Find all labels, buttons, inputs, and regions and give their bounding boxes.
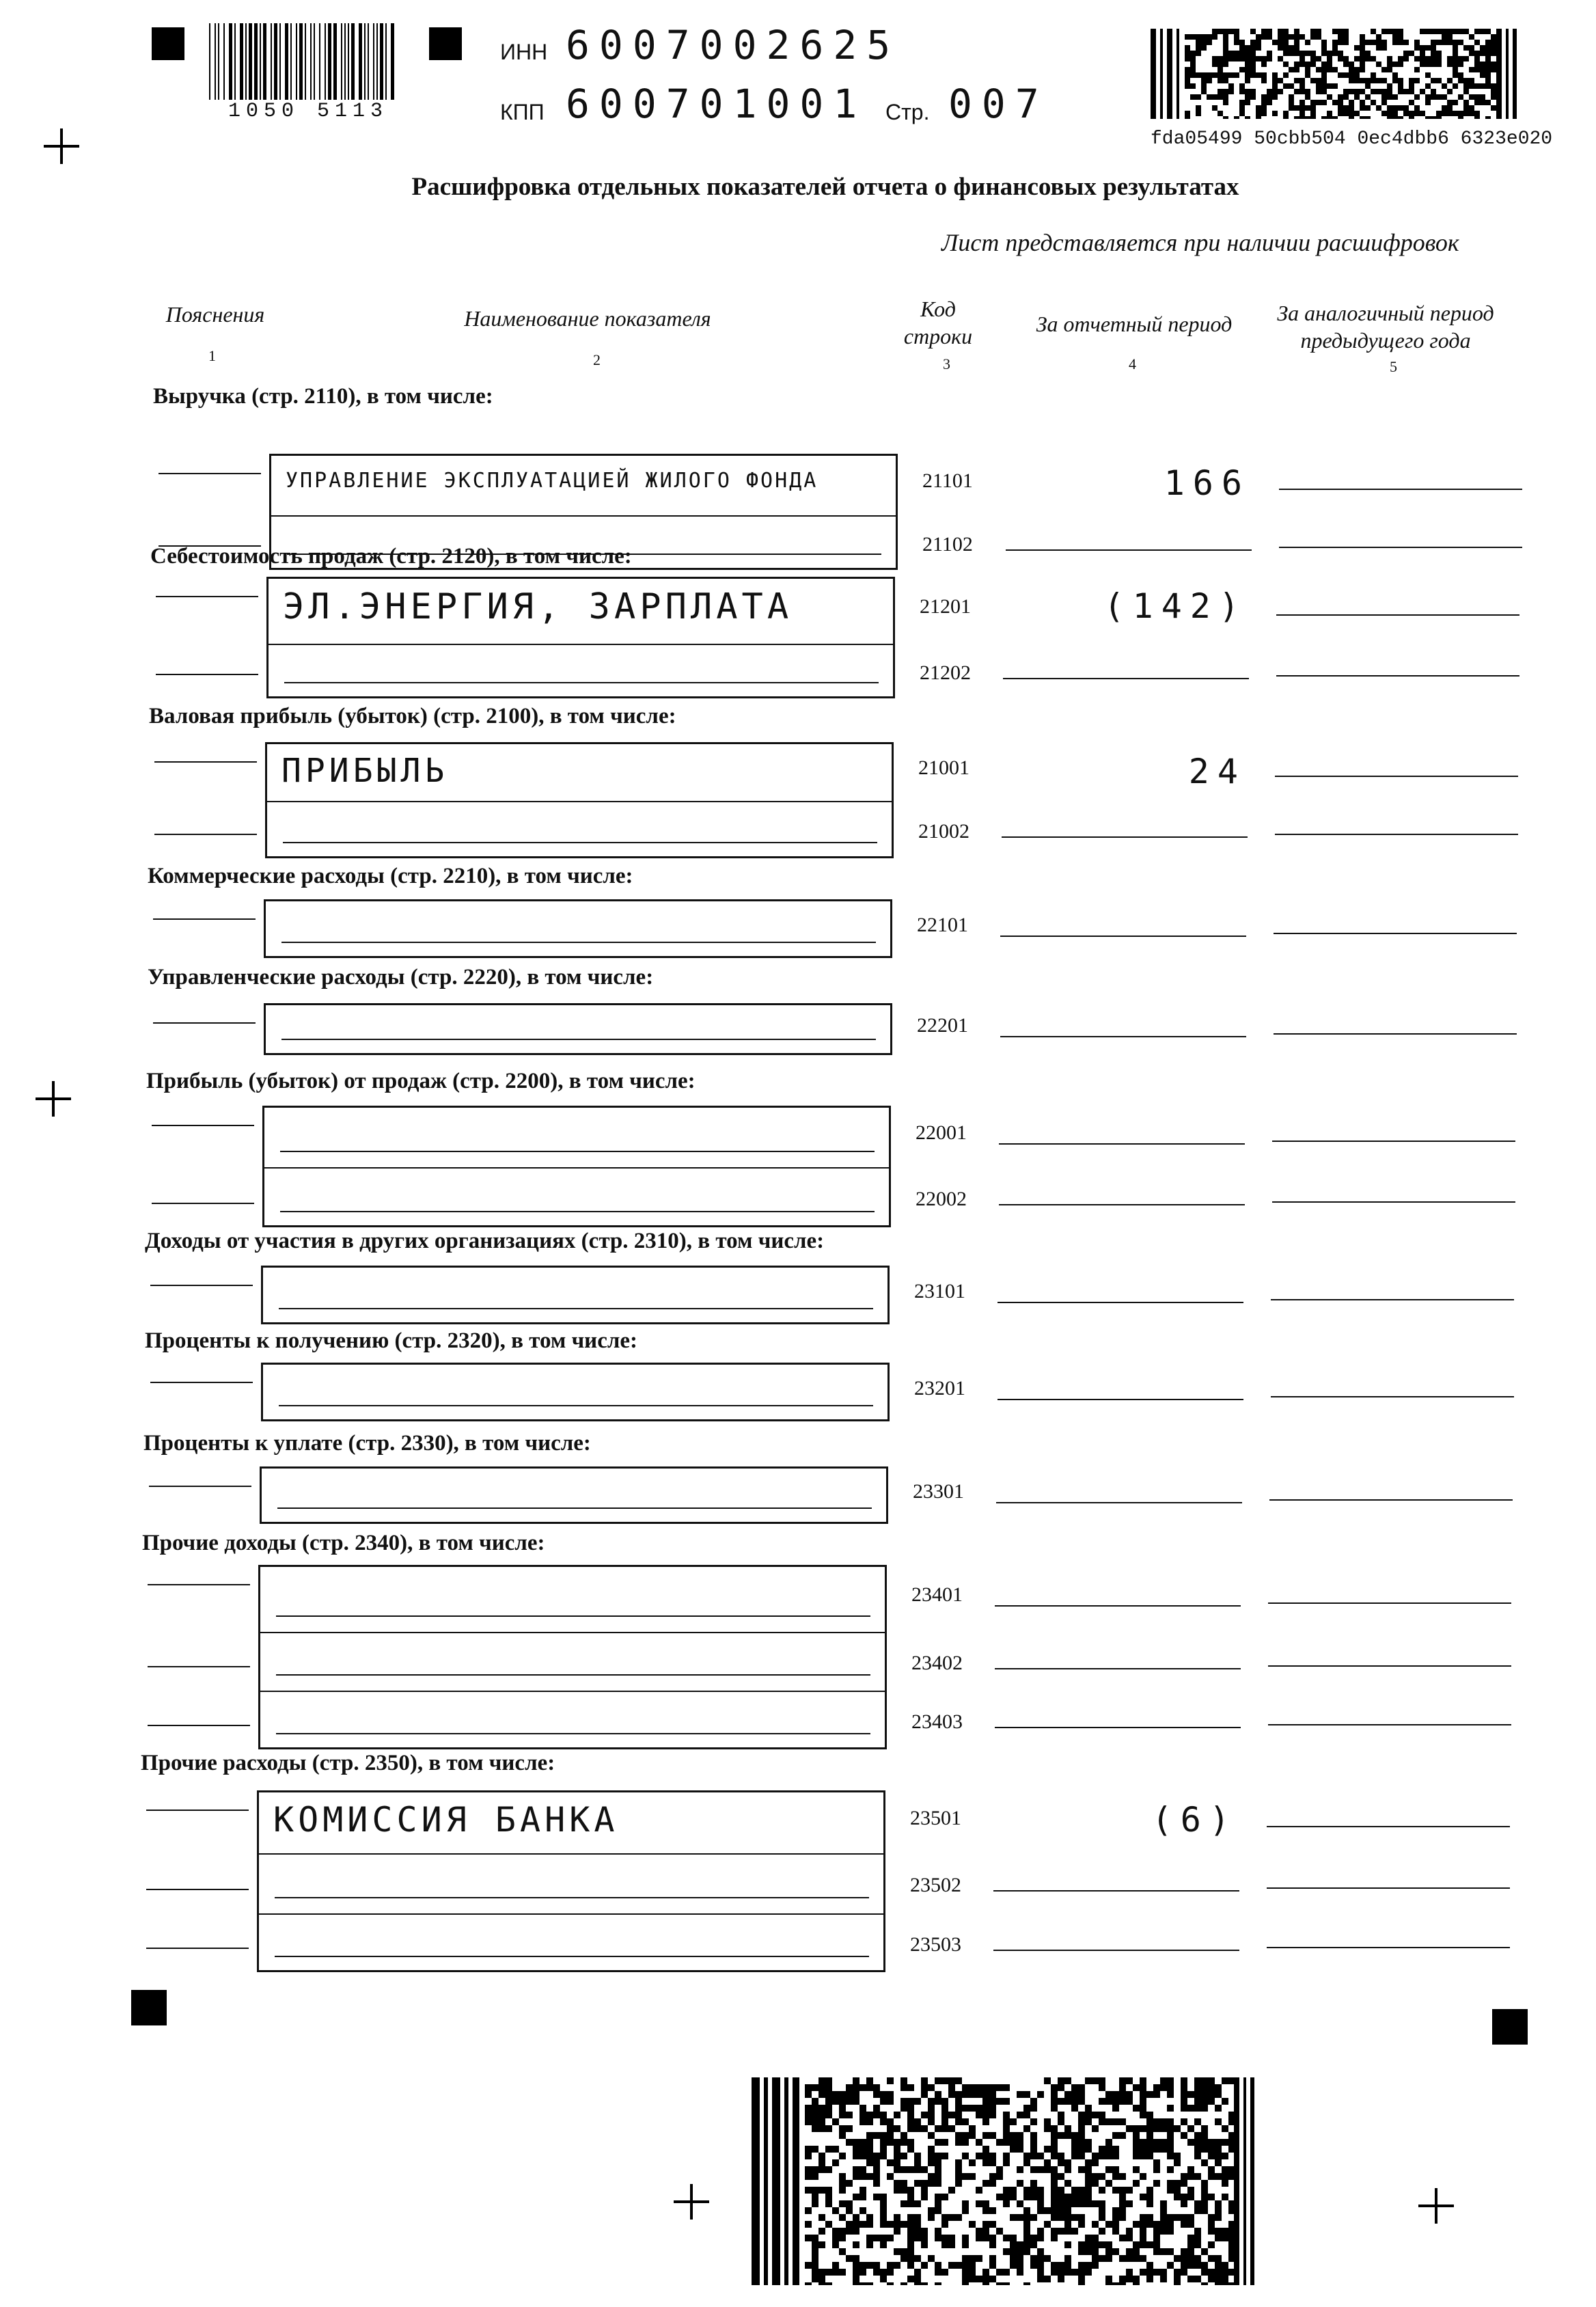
reporting-period-line	[993, 1890, 1239, 1892]
row-separator	[257, 1853, 885, 1855]
reporting-period-line	[999, 1143, 1245, 1145]
reporting-period-line	[995, 1727, 1241, 1728]
row-code: 22001	[916, 1121, 967, 1144]
indicator-name: УПРАВЛЕНИЕ ЭКСПЛУАТАЦИЕЙ ЖИЛОГО ФОНДА	[286, 469, 818, 493]
section-title: Управленческие расходы (стр. 2220), в том числе:	[148, 965, 654, 989]
reporting-period-value: (6)	[1151, 1800, 1238, 1840]
crosshair-icon	[674, 2184, 709, 2220]
section-title: Прочие расходы (стр. 2350), в том числе:	[141, 1751, 555, 1775]
indicator-name-line	[280, 1211, 875, 1212]
indicator-name-line	[281, 1039, 876, 1040]
kpp-label: КПП	[500, 100, 545, 124]
row-separator	[258, 1691, 887, 1692]
row-code: 23301	[913, 1480, 964, 1503]
indicator-name-line	[277, 1507, 872, 1509]
reporting-period-line	[993, 1950, 1239, 1951]
previous-period-line	[1267, 1947, 1510, 1948]
page-label: Стр.	[885, 100, 930, 124]
indicator-name: ЭЛ.ЭНЕРГИЯ, ЗАРПЛАТА	[283, 586, 793, 627]
column-header-5: За аналогичный период предыдущего года	[1277, 301, 1494, 353]
registration-marker-bottom-right	[1492, 2009, 1528, 2045]
previous-period-line	[1267, 1887, 1510, 1889]
section-title: Валовая прибыль (убыток) (стр. 2100), в том числе:	[149, 704, 676, 728]
reporting-period-line	[995, 1605, 1241, 1607]
barcode-hash: fda05499 50cbb504 0ec4dbb6 6323e020	[1151, 128, 1553, 150]
indicator-name: ПРИБЫЛЬ	[281, 752, 449, 790]
section-title: Себестоимость продаж (стр. 2120), в том числе:	[150, 544, 632, 569]
row-separator	[258, 1632, 887, 1633]
inn-value: 6007002625	[566, 22, 900, 68]
kpp-value: 600701001	[566, 81, 867, 127]
reporting-period-line	[1003, 678, 1249, 679]
explanation-line	[159, 473, 261, 474]
indicator-name-line	[279, 1308, 873, 1309]
previous-period-line	[1275, 776, 1518, 777]
row-code: 23101	[914, 1280, 965, 1302]
reporting-period-line	[1000, 1036, 1246, 1037]
reporting-period-value: 24	[1188, 752, 1246, 791]
explanation-line	[152, 1125, 254, 1126]
column-number-1: 1	[208, 347, 216, 364]
reporting-period-line	[1000, 936, 1246, 937]
registration-marker-top-left	[152, 27, 184, 60]
row-code: 23201	[914, 1377, 965, 1400]
sheet-note: Лист представляется при наличии расшифровок	[941, 229, 1459, 256]
explanation-line	[148, 1666, 250, 1667]
indicator-name-box	[260, 1466, 888, 1524]
explanation-line	[156, 596, 258, 597]
explanation-line	[146, 1948, 249, 1949]
indicator-name-line	[276, 1615, 870, 1617]
reporting-period-value: 166	[1164, 463, 1250, 503]
reporting-period-value: (142)	[1103, 586, 1248, 626]
row-separator	[262, 1167, 891, 1169]
indicator-name: КОМИССИЯ БАНКА	[273, 1800, 619, 1840]
explanation-line	[146, 1810, 249, 1811]
indicator-name-box	[264, 1003, 892, 1055]
row-code: 22002	[916, 1188, 967, 1210]
section-title: Коммерческие расходы (стр. 2210), в том числе:	[148, 864, 633, 888]
explanation-line	[152, 1203, 254, 1204]
reporting-period-line	[995, 1668, 1241, 1669]
row-code: 23502	[910, 1874, 961, 1896]
registration-marker-top-mid	[429, 27, 462, 60]
section-title: Прибыль (убыток) от продаж (стр. 2200), в том числе:	[146, 1069, 696, 1093]
column-number-3: 3	[943, 355, 950, 372]
row-code: 23403	[911, 1710, 963, 1733]
indicator-name-box	[264, 899, 892, 958]
explanation-line	[154, 834, 257, 835]
previous-period-line	[1268, 1602, 1511, 1604]
row-separator	[265, 801, 894, 802]
previous-period-line	[1268, 1665, 1511, 1667]
section-title: Доходы от участия в других организациях (стр. 2310), в том числе:	[145, 1229, 825, 1253]
reporting-period-line	[998, 1302, 1243, 1303]
reporting-period-line	[1002, 836, 1248, 838]
crosshair-icon	[1418, 2188, 1454, 2224]
previous-period-line	[1276, 675, 1519, 677]
explanation-line	[148, 1584, 250, 1585]
column-number-2: 2	[593, 351, 601, 368]
indicator-name-box	[261, 1266, 890, 1324]
previous-period-line	[1276, 614, 1519, 616]
previous-period-line	[1271, 1299, 1514, 1300]
inn-label: ИНН	[500, 40, 548, 64]
registration-marker-bottom-left	[131, 1990, 167, 2025]
top-2d-barcode	[1151, 29, 1519, 119]
section-title: Проценты к уплате (стр. 2330), в том числе:	[143, 1431, 591, 1456]
section-title: Выручка (стр. 2110), в том числе:	[153, 384, 493, 409]
row-code: 22101	[917, 914, 968, 936]
row-separator	[257, 1913, 885, 1915]
indicator-name-line	[276, 1674, 870, 1676]
page-number: 007	[948, 81, 1049, 127]
indicator-name-line	[279, 1405, 873, 1406]
explanation-line	[149, 1486, 251, 1487]
indicator-name-line	[275, 1897, 869, 1898]
column-header-3: Код строки	[903, 297, 973, 349]
crosshair-icon	[44, 128, 79, 164]
explanation-line	[153, 1022, 256, 1024]
previous-period-line	[1274, 1033, 1517, 1035]
indicator-name-box	[258, 1565, 887, 1749]
column-header-4: За отчетный период	[1036, 312, 1233, 336]
indicator-name-line	[281, 942, 876, 943]
row-code: 23401	[911, 1583, 963, 1606]
explanation-line	[150, 1382, 253, 1383]
previous-period-line	[1279, 489, 1522, 490]
indicator-name-line	[275, 1956, 869, 1957]
previous-period-line	[1271, 1396, 1514, 1397]
previous-period-line	[1279, 547, 1522, 548]
indicator-name-box	[262, 1106, 891, 1227]
previous-period-line	[1269, 1499, 1513, 1501]
reporting-period-line	[999, 1204, 1245, 1205]
row-code: 23501	[910, 1807, 961, 1829]
row-separator	[266, 644, 895, 645]
form-code: 1050 5113	[228, 100, 389, 123]
previous-period-line	[1268, 1724, 1511, 1725]
reporting-period-line	[996, 1502, 1242, 1503]
row-code: 23402	[911, 1652, 963, 1674]
section-title: Проценты к получению (стр. 2320), в том числе:	[145, 1328, 637, 1353]
explanation-line	[146, 1889, 249, 1890]
column-header-2: Наименование показателя	[464, 306, 711, 331]
explanation-line	[153, 918, 256, 920]
indicator-name-line	[284, 682, 879, 683]
column-header-1: Пояснения	[165, 302, 265, 327]
row-code: 21101	[922, 469, 973, 492]
form-barcode	[209, 23, 400, 100]
page-title: Расшифровка отдельных показателей отчета о финансовых результатах	[411, 173, 1239, 201]
indicator-name-line	[283, 842, 877, 843]
reporting-period-line	[998, 1399, 1243, 1400]
row-code: 21002	[918, 820, 969, 843]
previous-period-line	[1275, 834, 1518, 835]
previous-period-line	[1272, 1141, 1515, 1142]
row-code: 21202	[920, 661, 971, 684]
explanation-line	[150, 1285, 253, 1286]
row-separator	[269, 515, 898, 517]
reporting-period-line	[1006, 549, 1252, 551]
previous-period-line	[1272, 1201, 1515, 1203]
crosshair-icon	[36, 1081, 71, 1117]
column-number-4: 4	[1129, 355, 1136, 372]
explanation-line	[156, 674, 258, 675]
section-title: Прочие доходы (стр. 2340), в том числе:	[142, 1531, 545, 1555]
indicator-name-line	[276, 1733, 870, 1734]
row-code: 23503	[910, 1933, 961, 1956]
row-code: 22201	[917, 1014, 968, 1037]
row-code: 21201	[920, 595, 971, 618]
bottom-2d-barcode	[752, 2077, 1257, 2285]
indicator-name-box	[261, 1363, 890, 1421]
row-code: 21001	[918, 756, 969, 779]
explanation-line	[148, 1725, 250, 1726]
previous-period-line	[1267, 1826, 1510, 1827]
row-code: 21102	[922, 533, 973, 556]
indicator-name-line	[280, 1151, 875, 1152]
explanation-line	[154, 761, 257, 763]
column-number-5: 5	[1390, 358, 1397, 375]
previous-period-line	[1274, 933, 1517, 934]
